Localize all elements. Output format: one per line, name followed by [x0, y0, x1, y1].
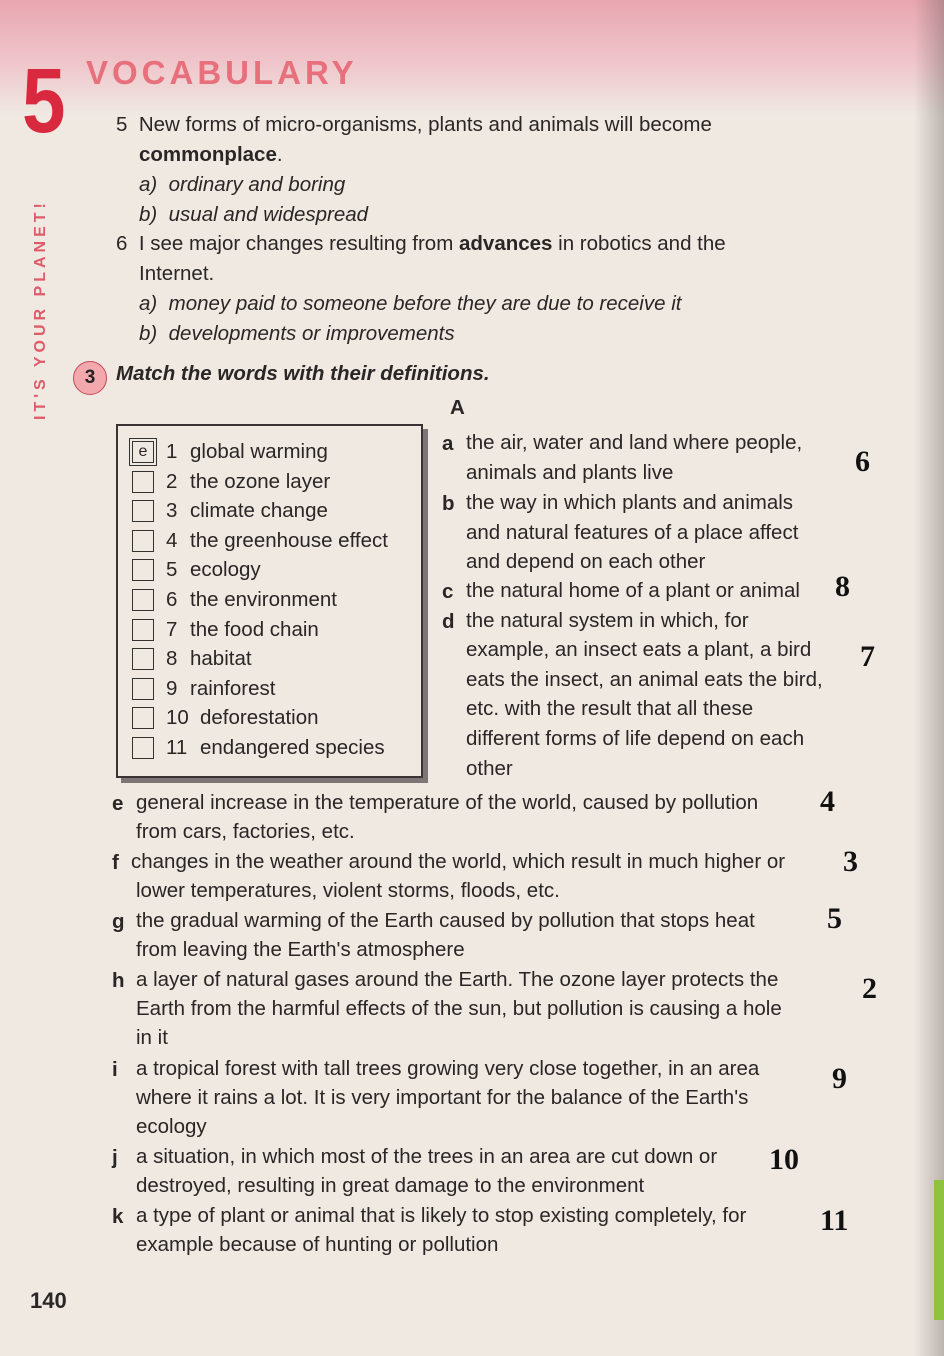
word-text: habitat — [190, 647, 252, 671]
item-6-option-a — [139, 289, 681, 319]
definition-letter: d — [442, 610, 455, 633]
definition-line: changes in the weather around the world, which result in much higher or — [131, 850, 786, 873]
chapter-side-label: IT'S YOUR PLANET! — [32, 199, 49, 420]
word-text: ecology — [190, 558, 261, 582]
answer-checkbox[interactable] — [132, 707, 154, 729]
definition-letter: j — [112, 1146, 118, 1169]
definition-line: from leaving the Earth's atmosphere — [136, 938, 465, 961]
option-text: developments or improvements — [168, 322, 455, 345]
word-number: 6 — [166, 588, 178, 611]
handwritten-answer: 10 — [769, 1143, 799, 1176]
answer-checkbox[interactable] — [132, 619, 154, 641]
handwritten-answer: 8 — [835, 570, 850, 603]
item-5-option-a — [139, 170, 345, 200]
definition-line: ecology — [136, 1115, 207, 1138]
item-keyword: advances — [459, 232, 553, 255]
word-text: the environment — [190, 588, 338, 611]
handwritten-answer: 6 — [855, 445, 870, 478]
definition-letter: h — [112, 969, 125, 992]
word-number: 5 — [166, 558, 178, 582]
unit-number: 5 — [22, 50, 66, 152]
item-5-keyword-line — [139, 140, 283, 170]
definition-line: eats the insect, an animal eats the bird, — [466, 668, 823, 691]
definition-letter: k — [112, 1205, 124, 1228]
definition-line: a type of plant or animal that is likely to stop existing completely, for — [136, 1204, 747, 1227]
item-text-end: in robotics and the — [558, 232, 726, 255]
exercise-instruction: Match the words with their definitions. — [116, 362, 490, 385]
definition-letter: b — [442, 492, 455, 515]
option-text: money paid to someone before they are due to receive it — [168, 292, 682, 315]
handwritten-answer: 4 — [820, 785, 835, 818]
word-number: 9 — [166, 676, 178, 700]
option-text: ordinary and boring — [168, 173, 346, 196]
section-title: VOCABULARY — [86, 54, 358, 91]
option-letter: b) — [139, 322, 158, 345]
answer-checkbox[interactable] — [132, 530, 154, 552]
definition-line: a layer of natural gases around the Earth. The ozone layer protects the — [136, 968, 779, 991]
option-text: usual and widespread — [168, 203, 369, 226]
word-text: the greenhouse effect — [190, 528, 388, 552]
word-text: endangered species — [200, 736, 385, 759]
answer-checkbox[interactable] — [132, 648, 154, 670]
word-text: the ozone layer — [190, 469, 331, 493]
option-letter: a) — [139, 292, 158, 315]
handwritten-answer: 9 — [832, 1062, 847, 1095]
word-number: 4 — [166, 528, 178, 552]
definition-line: and depend on each other — [466, 550, 706, 573]
definition-line: the air, water and land where people, — [466, 431, 803, 454]
item-6-question — [116, 229, 726, 259]
handwritten-answer: 11 — [820, 1204, 849, 1237]
option-letter: a) — [139, 173, 158, 196]
definition-line: a tropical forest with tall trees growing very close together, in an area — [136, 1057, 760, 1080]
answer-checkbox[interactable] — [132, 471, 154, 493]
definition-line: from cars, factories, etc. — [136, 820, 355, 843]
definition-line: Earth from the harmful effects of the sun, but pollution is causing a hole — [136, 997, 782, 1020]
answer-checkbox[interactable] — [132, 559, 154, 581]
definition-line: different forms of life depend on each — [466, 727, 805, 750]
definition-letter: i — [112, 1058, 118, 1081]
definition-line: in it — [136, 1026, 168, 1049]
item-text-end: . — [276, 143, 283, 166]
definition-line: the natural system in which, for — [466, 609, 749, 632]
definition-line: the natural home of a plant or animal — [466, 579, 800, 602]
definition-letter: c — [442, 580, 454, 603]
definition-line: example because of hunting or pollution — [136, 1233, 499, 1256]
word-number: 11 — [166, 736, 188, 759]
definition-line: the way in which plants and animals — [466, 491, 794, 514]
handwritten-answer: 7 — [860, 640, 875, 673]
handwritten-answer: 2 — [862, 972, 877, 1005]
handwritten-answer: 5 — [827, 902, 842, 935]
item-number: 6 — [116, 232, 128, 255]
word-text: global warming — [190, 440, 328, 463]
item-6-continuation: Internet. — [139, 262, 215, 285]
answer-checkbox[interactable] — [132, 500, 154, 522]
word-number: 10 — [166, 706, 189, 730]
word-list-box — [116, 424, 423, 778]
item-text: I see major changes resulting from — [138, 232, 454, 255]
word-text: climate change — [190, 499, 328, 523]
definition-line: a situation, in which most of the trees in an area are cut down or — [136, 1145, 718, 1168]
definition-letter: f — [112, 851, 119, 874]
item-5-option-b — [139, 200, 368, 230]
definition-line: destroyed, resulting in great damage to the environment — [136, 1174, 645, 1197]
definition-letter: a — [442, 432, 454, 455]
definition-line: general increase in the temperature of the world, caused by pollution — [136, 791, 759, 814]
word-number: 3 — [166, 499, 178, 523]
next-page-edge — [934, 1180, 944, 1320]
answer-checkbox[interactable] — [132, 678, 154, 700]
word-text: rainforest — [190, 676, 276, 700]
answer-checkbox[interactable] — [132, 589, 154, 611]
page-gutter-shadow — [914, 0, 944, 1356]
item-5-question — [116, 110, 712, 140]
definition-line: and natural features of a place affect — [466, 521, 799, 544]
option-letter: b) — [139, 203, 158, 226]
definition-line: the gradual warming of the Earth caused by pollution that stops heat — [136, 909, 755, 932]
item-text: New forms of micro-organisms, plants and animals will become — [138, 113, 712, 136]
definition-line: where it rains a lot. It is very important for the balance of the Earth's — [136, 1086, 749, 1109]
column-label: A — [450, 396, 465, 419]
page-number: 140 — [30, 1288, 67, 1313]
item-keyword: commonplace — [139, 143, 277, 166]
definition-line: example, an insect eats a plant, a bird — [466, 638, 812, 661]
word-number: 2 — [166, 469, 178, 493]
word-text: the food chain — [190, 617, 319, 641]
definition-line: lower temperatures, violent storms, floods, etc. — [136, 879, 560, 902]
answer-checkbox[interactable]: e — [132, 441, 154, 463]
exercise-number-badge: 3 — [73, 361, 107, 395]
word-number: 1 — [166, 440, 178, 463]
definition-line: other — [466, 757, 513, 780]
item-number: 5 — [116, 113, 128, 136]
word-text: deforestation — [200, 706, 319, 730]
item-6-option-b — [139, 319, 455, 349]
word-number: 8 — [166, 647, 178, 671]
word-number: 7 — [166, 617, 178, 641]
answer-checkbox[interactable] — [132, 737, 154, 759]
definition-line: animals and plants live — [466, 461, 674, 484]
handwritten-answer: 3 — [843, 845, 858, 878]
definition-letter: g — [112, 910, 125, 933]
definition-letter: e — [112, 792, 124, 815]
definition-line: etc. with the result that all these — [466, 697, 754, 720]
